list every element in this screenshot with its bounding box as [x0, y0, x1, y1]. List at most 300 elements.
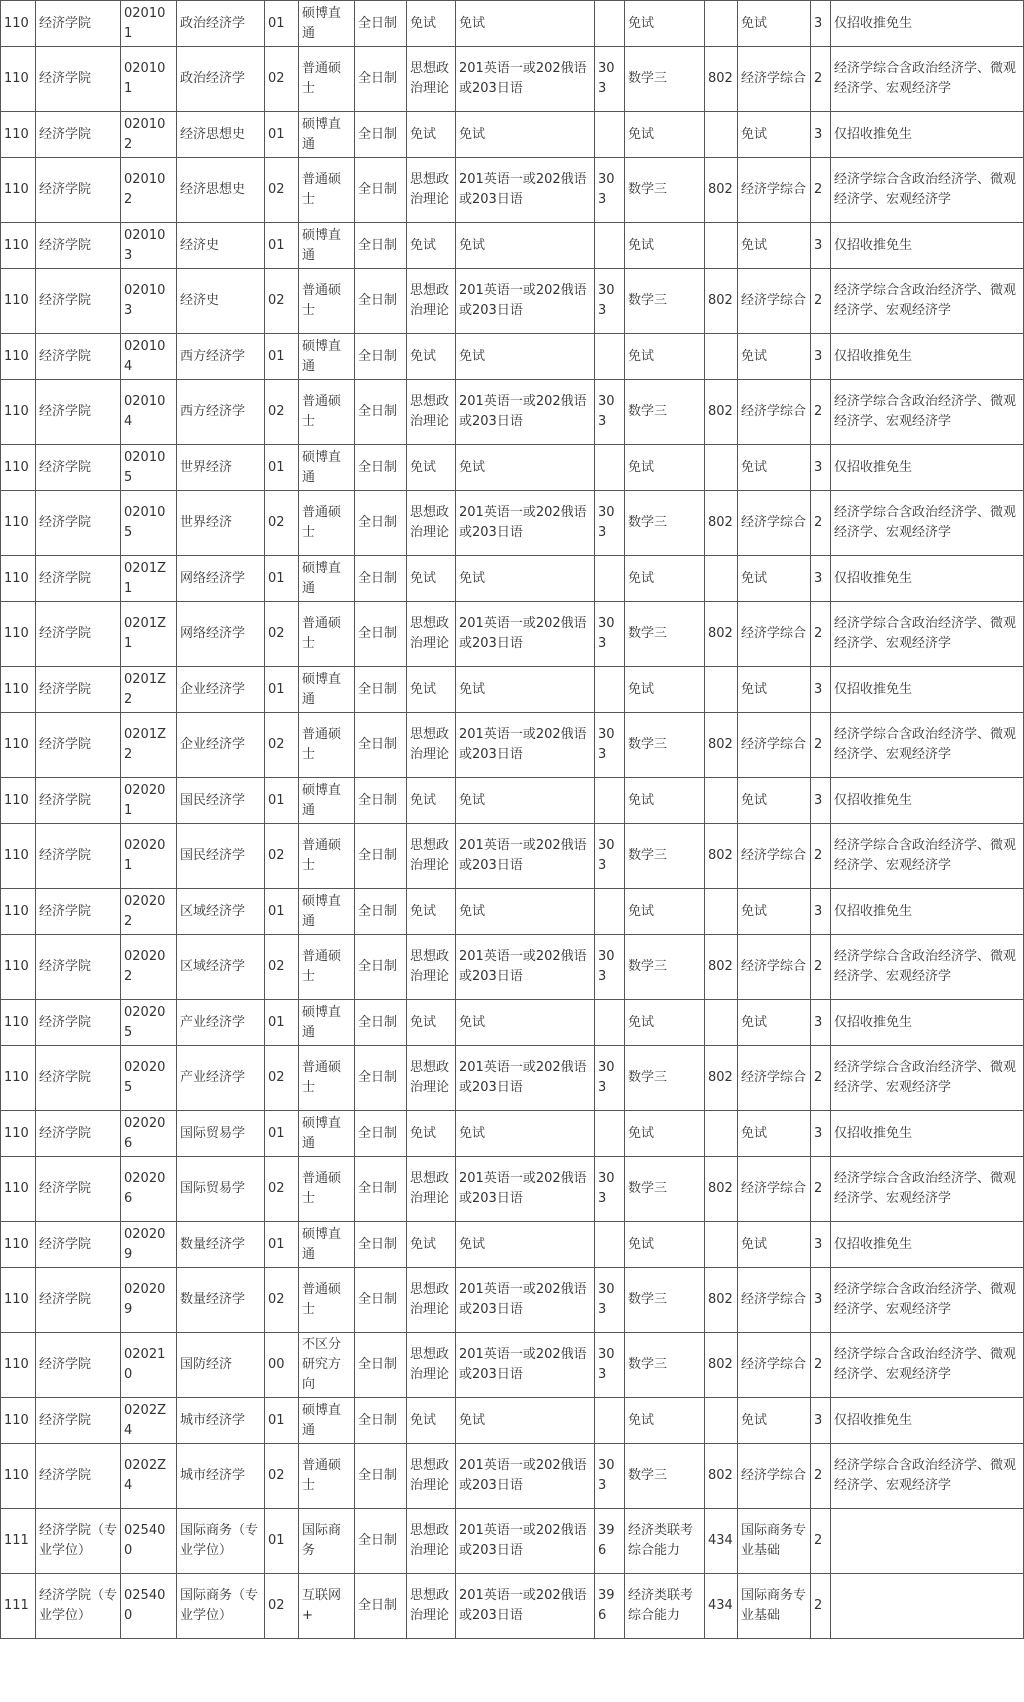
cell-unit-name: 经济学院: [36, 1222, 121, 1268]
cell-foreign-language-exam: 免试: [456, 1000, 595, 1046]
cell-direction-code: 02: [265, 713, 299, 778]
cell-major-code: 020103: [121, 269, 177, 334]
cell-subject-1: 免试: [625, 112, 705, 158]
cell-study-mode: 全日制: [355, 223, 407, 269]
cell-unit-code: 111: [1, 1509, 36, 1574]
cell-direction-name: 硕博直通: [299, 112, 355, 158]
cell-direction-name: 硕博直通: [299, 334, 355, 380]
cell-remarks: 仅招收推免生: [831, 223, 1024, 269]
cell-foreign-language-exam: 201英语一或202俄语或203日语: [456, 1157, 595, 1222]
cell-subject-2: 经济学综合: [738, 1444, 811, 1509]
cell-direction-code: 02: [265, 602, 299, 667]
cell-direction-code: 02: [265, 1574, 299, 1639]
cell-unit-code: 110: [1, 713, 36, 778]
cell-remarks: 仅招收推免生: [831, 445, 1024, 491]
cell-subject-2: 免试: [738, 1, 811, 47]
cell-politics-exam: 免试: [407, 1222, 456, 1268]
cell-duration: 2: [811, 1574, 831, 1639]
cell-direction-code: 01: [265, 667, 299, 713]
cell-study-mode: 全日制: [355, 778, 407, 824]
cell-major-code: 020102: [121, 112, 177, 158]
cell-subject-code-2: [705, 445, 738, 491]
cell-study-mode: 全日制: [355, 380, 407, 445]
cell-unit-name: 经济学院: [36, 1, 121, 47]
cell-subject-2: 经济学综合: [738, 380, 811, 445]
table-body: [1, 1, 1024, 1639]
cell-major-name: 政治经济学: [177, 47, 265, 112]
cell-subject-1: 经济类联考综合能力: [625, 1574, 705, 1639]
cell-direction-code: 01: [265, 112, 299, 158]
cell-study-mode: 全日制: [355, 667, 407, 713]
table-row: [1, 1444, 1024, 1509]
cell-direction-name: 硕博直通: [299, 223, 355, 269]
cell-duration: 2: [811, 1046, 831, 1111]
cell-study-mode: 全日制: [355, 1268, 407, 1333]
cell-subject-2: 经济学综合: [738, 1157, 811, 1222]
cell-major-code: 020101: [121, 1, 177, 47]
cell-subject-1: 数学三: [625, 491, 705, 556]
cell-subject-code-2: [705, 334, 738, 380]
cell-subject-code-2: 802: [705, 1333, 738, 1398]
cell-subject-code-2: 802: [705, 824, 738, 889]
cell-remarks: 经济学综合含政治经济学、微观经济学、宏观经济学: [831, 269, 1024, 334]
cell-major-code: 020101: [121, 47, 177, 112]
cell-unit-name: 经济学院: [36, 491, 121, 556]
cell-direction-code: 01: [265, 1, 299, 47]
cell-major-code: 0201Z1: [121, 556, 177, 602]
cell-direction-name: 普通硕士: [299, 158, 355, 223]
cell-remarks: 仅招收推免生: [831, 1111, 1024, 1157]
cell-major-code: 020201: [121, 778, 177, 824]
cell-duration: 3: [811, 223, 831, 269]
cell-major-code: 025400: [121, 1509, 177, 1574]
cell-direction-code: 02: [265, 47, 299, 112]
table-row: [1, 935, 1024, 1000]
table-row: [1, 1222, 1024, 1268]
cell-subject-2: 经济学综合: [738, 1333, 811, 1398]
cell-major-name: 国防经济: [177, 1333, 265, 1398]
cell-politics-exam: 思想政治理论: [407, 824, 456, 889]
cell-foreign-language-exam: 免试: [456, 889, 595, 935]
cell-remarks: 经济学综合含政治经济学、微观经济学、宏观经济学: [831, 935, 1024, 1000]
cell-politics-exam: 思想政治理论: [407, 1574, 456, 1639]
cell-foreign-language-exam: 201英语一或202俄语或203日语: [456, 1046, 595, 1111]
cell-major-name: 数量经济学: [177, 1222, 265, 1268]
cell-duration: 3: [811, 334, 831, 380]
cell-direction-name: 普通硕士: [299, 713, 355, 778]
table-row: [1, 112, 1024, 158]
cell-subject-code-2: 802: [705, 1444, 738, 1509]
cell-foreign-language-exam: 免试: [456, 445, 595, 491]
table-row: [1, 667, 1024, 713]
cell-major-name: 网络经济学: [177, 556, 265, 602]
cell-remarks: 仅招收推免生: [831, 1222, 1024, 1268]
cell-subject-code-1: 303: [595, 935, 625, 1000]
cell-major-name: 经济史: [177, 223, 265, 269]
cell-subject-2: 经济学综合: [738, 935, 811, 1000]
cell-direction-code: 02: [265, 1046, 299, 1111]
cell-direction-name: 不区分研究方向: [299, 1333, 355, 1398]
cell-subject-code-1: 303: [595, 1157, 625, 1222]
cell-subject-1: 数学三: [625, 380, 705, 445]
cell-direction-name: 硕博直通: [299, 1398, 355, 1444]
cell-direction-code: 01: [265, 1000, 299, 1046]
cell-direction-name: 普通硕士: [299, 1444, 355, 1509]
cell-major-name: 企业经济学: [177, 667, 265, 713]
cell-major-name: 国民经济学: [177, 778, 265, 824]
cell-foreign-language-exam: 201英语一或202俄语或203日语: [456, 1574, 595, 1639]
cell-duration: 3: [811, 1000, 831, 1046]
cell-direction-name: 普通硕士: [299, 491, 355, 556]
cell-foreign-language-exam: 免试: [456, 1222, 595, 1268]
cell-unit-code: 110: [1, 112, 36, 158]
cell-politics-exam: 免试: [407, 445, 456, 491]
table-row: [1, 1, 1024, 47]
cell-major-name: 经济思想史: [177, 158, 265, 223]
cell-unit-code: 110: [1, 158, 36, 223]
cell-subject-code-2: 802: [705, 1268, 738, 1333]
cell-duration: 2: [811, 269, 831, 334]
cell-remarks: 仅招收推免生: [831, 1398, 1024, 1444]
cell-subject-2: 免试: [738, 778, 811, 824]
cell-major-name: 国民经济学: [177, 824, 265, 889]
cell-duration: 2: [811, 1509, 831, 1574]
cell-foreign-language-exam: 201英语一或202俄语或203日语: [456, 713, 595, 778]
table-row: [1, 1333, 1024, 1398]
cell-duration: 2: [811, 1444, 831, 1509]
cell-study-mode: 全日制: [355, 1574, 407, 1639]
cell-direction-name: 普通硕士: [299, 47, 355, 112]
table-row: [1, 269, 1024, 334]
cell-study-mode: 全日制: [355, 112, 407, 158]
cell-unit-name: 经济学院: [36, 1444, 121, 1509]
cell-subject-1: 数学三: [625, 158, 705, 223]
cell-politics-exam: 免试: [407, 1, 456, 47]
cell-unit-code: 110: [1, 1398, 36, 1444]
cell-subject-code-2: 434: [705, 1574, 738, 1639]
cell-major-code: 020206: [121, 1111, 177, 1157]
cell-unit-name: 经济学院: [36, 824, 121, 889]
cell-subject-1: 数学三: [625, 1444, 705, 1509]
cell-unit-name: 经济学院: [36, 269, 121, 334]
cell-subject-2: 经济学综合: [738, 602, 811, 667]
cell-direction-code: 02: [265, 1157, 299, 1222]
cell-direction-code: 01: [265, 889, 299, 935]
cell-unit-code: 110: [1, 1444, 36, 1509]
cell-politics-exam: 免试: [407, 1398, 456, 1444]
cell-major-code: 0202Z4: [121, 1398, 177, 1444]
cell-subject-2: 经济学综合: [738, 47, 811, 112]
cell-duration: 3: [811, 889, 831, 935]
cell-direction-name: 硕博直通: [299, 1, 355, 47]
cell-major-name: 经济史: [177, 269, 265, 334]
cell-direction-code: 02: [265, 491, 299, 556]
cell-unit-code: 110: [1, 491, 36, 556]
cell-direction-name: 硕博直通: [299, 1111, 355, 1157]
cell-unit-name: 经济学院: [36, 1268, 121, 1333]
cell-subject-code-1: 303: [595, 1046, 625, 1111]
cell-duration: 2: [811, 935, 831, 1000]
table-row: [1, 491, 1024, 556]
cell-politics-exam: 思想政治理论: [407, 47, 456, 112]
cell-unit-name: 经济学院: [36, 889, 121, 935]
cell-politics-exam: 思想政治理论: [407, 1444, 456, 1509]
cell-duration: 3: [811, 1268, 831, 1333]
cell-subject-code-2: 802: [705, 1046, 738, 1111]
cell-subject-2: 免试: [738, 445, 811, 491]
cell-duration: 2: [811, 1333, 831, 1398]
cell-major-code: 020209: [121, 1268, 177, 1333]
cell-major-name: 西方经济学: [177, 334, 265, 380]
cell-subject-code-1: 303: [595, 380, 625, 445]
cell-subject-1: 数学三: [625, 1268, 705, 1333]
cell-foreign-language-exam: 免试: [456, 667, 595, 713]
cell-direction-code: 02: [265, 269, 299, 334]
cell-major-name: 国际商务（专业学位）: [177, 1509, 265, 1574]
cell-subject-1: 免试: [625, 1, 705, 47]
cell-study-mode: 全日制: [355, 1222, 407, 1268]
cell-remarks: 经济学综合含政治经济学、微观经济学、宏观经济学: [831, 158, 1024, 223]
cell-study-mode: 全日制: [355, 1444, 407, 1509]
cell-subject-1: 免试: [625, 1222, 705, 1268]
cell-major-code: 020105: [121, 445, 177, 491]
table-row: [1, 380, 1024, 445]
cell-unit-name: 经济学院: [36, 334, 121, 380]
cell-direction-code: 01: [265, 223, 299, 269]
cell-study-mode: 全日制: [355, 1046, 407, 1111]
cell-unit-name: 经济学院: [36, 667, 121, 713]
cell-direction-code: 02: [265, 1268, 299, 1333]
cell-remarks: 经济学综合含政治经济学、微观经济学、宏观经济学: [831, 380, 1024, 445]
cell-subject-code-2: [705, 1398, 738, 1444]
cell-politics-exam: 免试: [407, 778, 456, 824]
cell-subject-1: 数学三: [625, 713, 705, 778]
cell-direction-code: 01: [265, 1111, 299, 1157]
cell-subject-2: 经济学综合: [738, 824, 811, 889]
cell-unit-name: 经济学院: [36, 1111, 121, 1157]
cell-subject-1: 免试: [625, 1111, 705, 1157]
cell-subject-2: 经济学综合: [738, 158, 811, 223]
cell-subject-1: 数学三: [625, 824, 705, 889]
cell-major-code: 0201Z2: [121, 713, 177, 778]
cell-major-code: 020205: [121, 1000, 177, 1046]
cell-duration: 3: [811, 556, 831, 602]
cell-subject-code-1: [595, 556, 625, 602]
cell-subject-code-1: [595, 889, 625, 935]
cell-unit-name: 经济学院（专业学位）: [36, 1509, 121, 1574]
cell-major-name: 网络经济学: [177, 602, 265, 667]
cell-major-name: 西方经济学: [177, 380, 265, 445]
cell-major-name: 城市经济学: [177, 1444, 265, 1509]
cell-politics-exam: 思想政治理论: [407, 158, 456, 223]
cell-unit-code: 110: [1, 445, 36, 491]
cell-study-mode: 全日制: [355, 445, 407, 491]
cell-subject-code-2: [705, 556, 738, 602]
cell-duration: 2: [811, 158, 831, 223]
cell-politics-exam: 免试: [407, 556, 456, 602]
cell-unit-code: 110: [1, 380, 36, 445]
cell-remarks: 经济学综合含政治经济学、微观经济学、宏观经济学: [831, 1444, 1024, 1509]
cell-subject-code-1: 303: [595, 1268, 625, 1333]
cell-direction-code: 01: [265, 556, 299, 602]
cell-subject-1: 数学三: [625, 1333, 705, 1398]
cell-duration: 3: [811, 667, 831, 713]
cell-subject-code-1: [595, 1, 625, 47]
cell-study-mode: 全日制: [355, 1157, 407, 1222]
table-row: [1, 158, 1024, 223]
cell-major-code: 020209: [121, 1222, 177, 1268]
cell-direction-name: 普通硕士: [299, 602, 355, 667]
cell-subject-code-2: [705, 112, 738, 158]
cell-foreign-language-exam: 201英语一或202俄语或203日语: [456, 158, 595, 223]
table-row: [1, 602, 1024, 667]
cell-remarks: 仅招收推免生: [831, 1, 1024, 47]
cell-major-code: 0201Z1: [121, 602, 177, 667]
cell-study-mode: 全日制: [355, 713, 407, 778]
cell-major-code: 025400: [121, 1574, 177, 1639]
cell-unit-code: 111: [1, 1574, 36, 1639]
cell-unit-name: 经济学院: [36, 1157, 121, 1222]
cell-major-name: 区域经济学: [177, 935, 265, 1000]
cell-remarks: 仅招收推免生: [831, 556, 1024, 602]
table-row: [1, 889, 1024, 935]
cell-direction-name: 硕博直通: [299, 889, 355, 935]
cell-subject-2: 经济学综合: [738, 713, 811, 778]
cell-politics-exam: 思想政治理论: [407, 1333, 456, 1398]
cell-politics-exam: 免试: [407, 334, 456, 380]
cell-major-code: 0201Z2: [121, 667, 177, 713]
cell-subject-code-2: 802: [705, 380, 738, 445]
cell-subject-code-2: [705, 889, 738, 935]
table-row: [1, 1268, 1024, 1333]
cell-major-code: 020206: [121, 1157, 177, 1222]
cell-duration: 3: [811, 1, 831, 47]
cell-direction-code: 01: [265, 445, 299, 491]
table-row: [1, 1509, 1024, 1574]
cell-remarks: 经济学综合含政治经济学、微观经济学、宏观经济学: [831, 47, 1024, 112]
cell-unit-name: 经济学院: [36, 380, 121, 445]
cell-subject-2: 免试: [738, 1222, 811, 1268]
cell-politics-exam: 思想政治理论: [407, 1268, 456, 1333]
cell-study-mode: 全日制: [355, 1333, 407, 1398]
cell-unit-name: 经济学院: [36, 935, 121, 1000]
table-row: [1, 1046, 1024, 1111]
cell-direction-name: 普通硕士: [299, 269, 355, 334]
cell-subject-code-2: 802: [705, 47, 738, 112]
cell-foreign-language-exam: 201英语一或202俄语或203日语: [456, 1333, 595, 1398]
cell-unit-code: 110: [1, 1157, 36, 1222]
cell-major-code: 020210: [121, 1333, 177, 1398]
cell-remarks: 仅招收推免生: [831, 667, 1024, 713]
cell-subject-code-2: 802: [705, 158, 738, 223]
cell-major-name: 城市经济学: [177, 1398, 265, 1444]
cell-duration: 3: [811, 445, 831, 491]
cell-direction-code: 02: [265, 380, 299, 445]
cell-unit-code: 110: [1, 778, 36, 824]
cell-remarks: 经济学综合含政治经济学、微观经济学、宏观经济学: [831, 1046, 1024, 1111]
cell-major-name: 政治经济学: [177, 1, 265, 47]
cell-unit-code: 110: [1, 1, 36, 47]
cell-subject-1: 数学三: [625, 269, 705, 334]
cell-remarks: 仅招收推免生: [831, 334, 1024, 380]
cell-foreign-language-exam: 免试: [456, 1, 595, 47]
cell-subject-code-2: [705, 223, 738, 269]
cell-major-code: 020205: [121, 1046, 177, 1111]
cell-foreign-language-exam: 免试: [456, 778, 595, 824]
cell-direction-name: 普通硕士: [299, 1157, 355, 1222]
cell-major-code: 020105: [121, 491, 177, 556]
cell-subject-code-1: 303: [595, 713, 625, 778]
cell-remarks: 仅招收推免生: [831, 112, 1024, 158]
cell-direction-name: 硕博直通: [299, 445, 355, 491]
cell-unit-name: 经济学院（专业学位）: [36, 1574, 121, 1639]
cell-unit-name: 经济学院: [36, 112, 121, 158]
cell-subject-code-1: [595, 1398, 625, 1444]
cell-subject-code-2: 802: [705, 713, 738, 778]
cell-subject-2: 免试: [738, 223, 811, 269]
table-row: [1, 556, 1024, 602]
cell-direction-code: 02: [265, 158, 299, 223]
cell-direction-name: 国际商务: [299, 1509, 355, 1574]
cell-duration: 2: [811, 1157, 831, 1222]
cell-direction-name: 硕博直通: [299, 556, 355, 602]
cell-direction-name: 普通硕士: [299, 824, 355, 889]
cell-direction-code: 00: [265, 1333, 299, 1398]
cell-politics-exam: 思想政治理论: [407, 935, 456, 1000]
cell-subject-2: 免试: [738, 667, 811, 713]
cell-remarks: 经济学综合含政治经济学、微观经济学、宏观经济学: [831, 1333, 1024, 1398]
cell-study-mode: 全日制: [355, 1398, 407, 1444]
cell-politics-exam: 思想政治理论: [407, 491, 456, 556]
cell-politics-exam: 免试: [407, 223, 456, 269]
table-row: [1, 1398, 1024, 1444]
cell-major-name: 经济思想史: [177, 112, 265, 158]
cell-remarks: 经济学综合含政治经济学、微观经济学、宏观经济学: [831, 491, 1024, 556]
cell-subject-code-2: [705, 667, 738, 713]
cell-duration: 2: [811, 380, 831, 445]
cell-unit-code: 110: [1, 667, 36, 713]
cell-unit-code: 110: [1, 269, 36, 334]
cell-unit-code: 110: [1, 223, 36, 269]
cell-subject-code-1: 303: [595, 602, 625, 667]
cell-direction-code: 02: [265, 935, 299, 1000]
cell-subject-1: 免试: [625, 667, 705, 713]
cell-study-mode: 全日制: [355, 491, 407, 556]
cell-unit-name: 经济学院: [36, 556, 121, 602]
cell-foreign-language-exam: 201英语一或202俄语或203日语: [456, 1444, 595, 1509]
cell-remarks: 仅招收推免生: [831, 778, 1024, 824]
cell-subject-code-1: [595, 112, 625, 158]
cell-subject-2: 国际商务专业基础: [738, 1509, 811, 1574]
cell-subject-code-1: [595, 1000, 625, 1046]
cell-subject-1: 数学三: [625, 935, 705, 1000]
cell-unit-name: 经济学院: [36, 47, 121, 112]
cell-subject-1: 免试: [625, 778, 705, 824]
cell-subject-code-1: 303: [595, 1333, 625, 1398]
cell-foreign-language-exam: 201英语一或202俄语或203日语: [456, 824, 595, 889]
cell-subject-code-2: 802: [705, 602, 738, 667]
table-row: [1, 445, 1024, 491]
cell-remarks: 仅招收推免生: [831, 1000, 1024, 1046]
cell-subject-code-2: [705, 1111, 738, 1157]
cell-subject-1: 免试: [625, 1398, 705, 1444]
cell-study-mode: 全日制: [355, 1, 407, 47]
cell-politics-exam: 免试: [407, 1000, 456, 1046]
cell-unit-name: 经济学院: [36, 1398, 121, 1444]
cell-direction-name: 硕博直通: [299, 778, 355, 824]
cell-subject-1: 免试: [625, 1000, 705, 1046]
cell-duration: 2: [811, 491, 831, 556]
